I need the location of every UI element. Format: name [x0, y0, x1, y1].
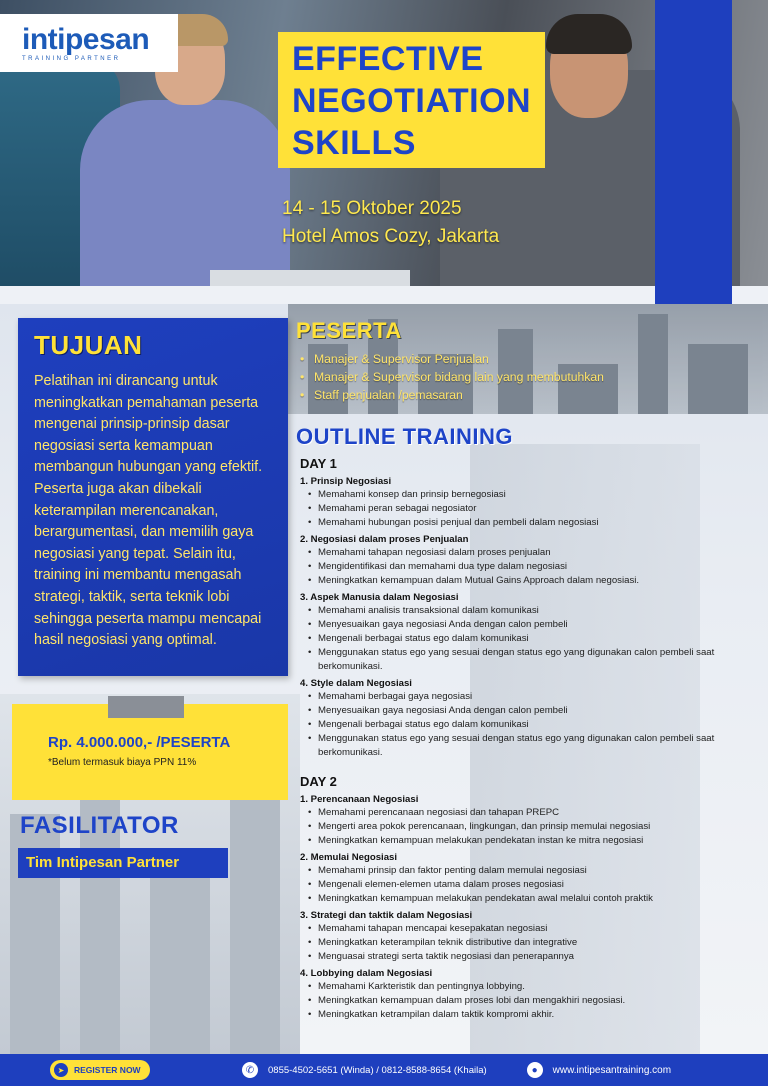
list-item: • Memahami perencanaan negosiasi dan tahapan PREPC: [300, 806, 730, 820]
list-item: • Memahami analisis transaksional dalam komunikasi: [300, 604, 730, 618]
register-now-button[interactable]: [50, 1060, 150, 1080]
list-item: • Mengidentifikasi dan memahami dua type dalam negosiasi: [300, 560, 730, 574]
list-item: • Memahami tahapan negosiasi dalam proses penjualan: [300, 546, 730, 560]
section-title: 2. Negosiasi dalam proses Penjualan: [300, 534, 469, 545]
title-line-1: EFFECTIVE: [292, 40, 484, 78]
list-item: • Mengenali berbagai status ego dalam komunikasi: [300, 632, 730, 646]
section-list: [300, 546, 730, 588]
event-date: 14 - 15 Oktober 2025: [282, 198, 462, 219]
section-title: 1. Prinsip Negosiasi: [300, 476, 392, 487]
section-title: 4. Lobbying dalam Negosiasi: [300, 968, 433, 979]
arrow-right-icon: ➤: [54, 1063, 68, 1077]
list-item: • Meningkatkan kemampuan dalam proses lobi dan mengakhiri negosiasi.: [300, 994, 730, 1008]
section-title: 3. Aspek Manusia dalam Negosiasi: [300, 592, 459, 603]
list-item: • Memahami Karkteristik dan pentingnya lobbying.: [300, 980, 730, 994]
title-line-3: SKILLS: [292, 124, 416, 162]
tujuan-text: Pelatihan ini dirancang untuk meningkatkan pemahaman peserta mengenai prinsip-prinsip dasar negosiasi serta kemampuan membangun hubungan yang efektif. Peserta juga akan dibekali keterampilan merencanakan, berargumentasi, dan memilih gaya negosiasi yang tepat. Selain itu, training ini membantu mengasah strategi, taktik, serta teknik lobi sehingga peserta mampu mencapai hasil negosiasi yang optimal.: [34, 373, 263, 649]
list-item: • Memahami berbagai gaya negosiasi: [300, 690, 730, 704]
tujuan-panel: [18, 318, 288, 676]
outline-title: OUTLINE TRAINING: [296, 424, 513, 449]
list-item: • Mengenali elemen-elemen utama dalam proses negosiasi: [300, 878, 730, 892]
list-item: • Memahami hubungan posisi penjual dan pembeli dalam negosiasi: [300, 516, 730, 530]
price-note: *Belum termasuk biaya PPN 11%: [48, 757, 197, 768]
tujuan-title: TUJUAN: [34, 330, 143, 360]
register-label: REGISTER NOW: [74, 1065, 141, 1075]
list-item: • Memahami tahapan mencapai kesepakatan negosiasi: [300, 922, 730, 936]
section-title: 3. Strategi dan taktik dalam Negosiasi: [300, 910, 473, 921]
section-list: [300, 980, 730, 1022]
section-list: [300, 488, 730, 530]
footer-bar: [0, 1054, 768, 1086]
section-list: [300, 806, 730, 848]
list-item: • Mengenali berbagai status ego dalam komunikasi: [300, 718, 730, 732]
peserta-list: [300, 350, 604, 404]
logo-name: intipesan: [22, 22, 150, 56]
contact-phones[interactable]: 0855-4502-5651 (Winda) / 0812-8588-8654 (Khaila): [268, 1064, 487, 1076]
logo: [0, 14, 178, 72]
list-item: • Menggunakan status ego yang sesuai dengan status ego yang digunakan calon pembeli saat berkomunikasi.: [300, 732, 730, 760]
logo-tagline: TRAINING PARTNER: [22, 55, 121, 62]
price-amount: Rp. 4.000.000,- /PESERTA: [48, 734, 231, 751]
laptop-shape: [210, 270, 410, 286]
list-item: • Mengerti area pokok perencanaan, lingkungan, dan prinsip memulai negosiasi: [300, 820, 730, 834]
list-item: • Manajer & Supervisor bidang lain yang membutuhkan: [300, 368, 604, 386]
blue-accent-stripe: [655, 0, 732, 304]
website-link[interactable]: www.intipesantraining.com: [552, 1064, 672, 1076]
price-box: [12, 704, 288, 800]
section-list: [300, 604, 730, 674]
list-item: • Meningkatkan keterampilan teknik distributive dan integrative: [300, 936, 730, 950]
list-item: • Meningkatkan ketrampilan dalam taktik kompromi akhir.: [300, 1008, 730, 1022]
event-venue: Hotel Amos Cozy, Jakarta: [282, 226, 500, 247]
section-title: 2. Memulai Negosiasi: [300, 852, 398, 863]
event-title: [278, 32, 545, 168]
phone-icon: ✆: [242, 1062, 258, 1078]
day-label: DAY 1: [300, 456, 337, 471]
section-list: [300, 864, 730, 906]
outline-training: [300, 456, 730, 1024]
globe-icon: ●: [527, 1062, 543, 1078]
list-item: • Menyesuaikan gaya negosiasi Anda dengan calon pembeli: [300, 618, 730, 632]
section-title: 1. Perencanaan Negosiasi: [300, 794, 419, 805]
list-item: • Meningkatkan kemampuan melakukan pendekatan awal melalui contoh praktik: [300, 892, 730, 906]
list-item: • Menyesuaikan gaya negosiasi Anda dengan calon pembeli: [300, 704, 730, 718]
section-title: 4. Style dalam Negosiasi: [300, 678, 412, 689]
hero-banner: [0, 0, 768, 286]
day-label: DAY 2: [300, 774, 337, 789]
list-item: • Memahami peran sebagai negosiator: [300, 502, 730, 516]
list-item: • Meningkatkan kemampuan dalam Mutual Gains Approach dalam negosiasi.: [300, 574, 730, 588]
title-line-2: NEGOTIATION: [292, 82, 532, 120]
list-item: • Staff penjualan /pemasaran: [300, 386, 604, 404]
peserta-title: PESERTA: [296, 318, 402, 343]
fasilitator-title: FASILITATOR: [20, 812, 179, 839]
list-item: • Menguasai strategi serta taktik negosiasi dan penerapannya: [300, 950, 730, 964]
list-item: • Meningkatkan kemampuan melakukan pendekatan instan ke mitra negosiasi: [300, 834, 730, 848]
fasilitator-name: Tim Intipesan Partner: [18, 848, 228, 878]
section-list: [300, 922, 730, 964]
list-item: • Memahami konsep dan prinsip bernegosiasi: [300, 488, 730, 502]
price-tab-decoration: [108, 696, 184, 718]
content-area: [0, 304, 768, 1054]
list-item: • Menggunakan status ego yang sesuai dengan status ego yang digunakan calon pembeli saat berkomunikasi.: [300, 646, 730, 674]
list-item: • Memahami prinsip dan faktor penting dalam memulai negosiasi: [300, 864, 730, 878]
list-item: • Manajer & Supervisor Penjualan: [300, 350, 604, 368]
section-list: [300, 690, 730, 760]
